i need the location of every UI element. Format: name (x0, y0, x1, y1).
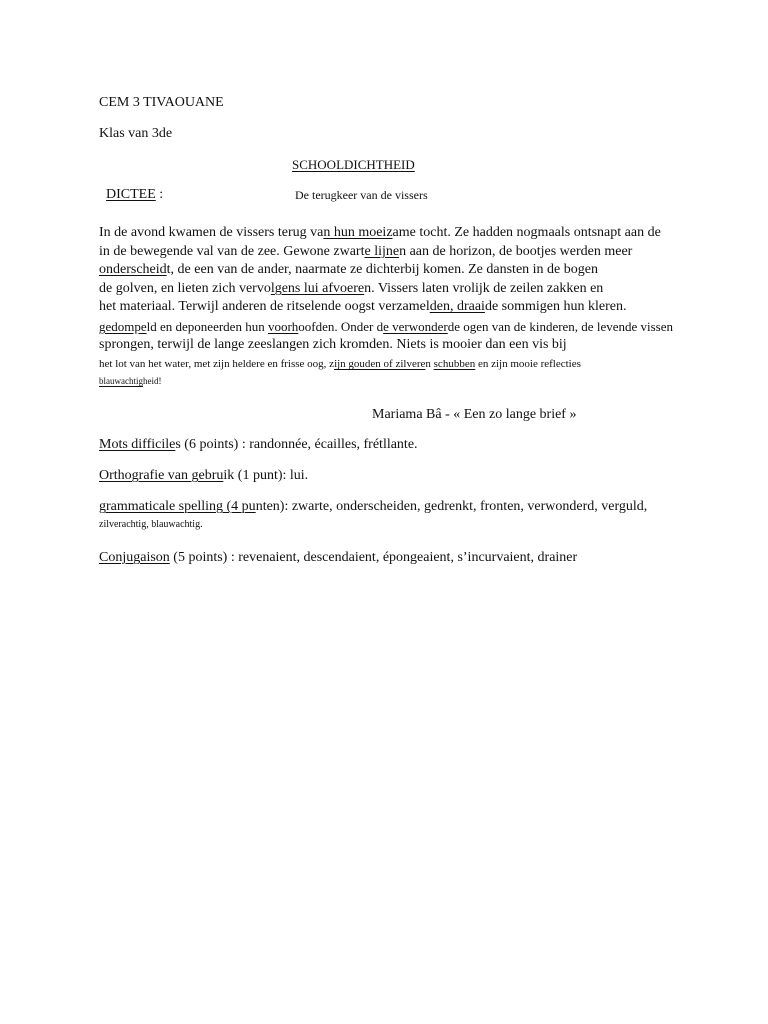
exercise-colon: : (155, 187, 164, 202)
question-orthografie: Orthografie van gebruik (1 punt): lui. (99, 468, 309, 483)
dictation-line-6: gedompeld en deponeerden hun voorhoofden. Onder de verwonderde ogen van de kinderen, de levende vissen (99, 319, 674, 334)
question-grammaticale-spelling-cont: zilverachtig, blauwachtig. (99, 519, 203, 530)
question-grammaticale-spelling: grammaticale spelling (4 punten): zwarte, onderscheiden, gedrenkt, fronten, verwonderd, verguld, (99, 499, 648, 514)
subject-title: SCHOOLDICHTHEID (292, 157, 415, 172)
dictation-line-1: In de avond kwamen de vissers terug van hun moeizame tocht. Ze hadden nogmaals ontsnapt aan de (99, 225, 661, 240)
dictation-line-4: de golven, en lieten zich vervolgens lui afvoeren. Vissers laten vrolijk de zeilen zakken en (99, 281, 604, 296)
dictation-line-7: sprongen, terwijl de lange zeeslangen zich kromden. Niets is mooier dan een vis bij (99, 337, 567, 352)
dictation-line-8: het lot van het water, met zijn heldere en frisse oog, zijn gouden of zilveren schubben en zijn mooie reflecties (99, 358, 581, 370)
exercise-label: DICTEE (106, 187, 156, 202)
dictation-title: De terugkeer van de vissers (295, 188, 428, 202)
school-name: CEM 3 TIVAOUANE (99, 95, 224, 110)
exercise-heading (106, 187, 163, 203)
dictation-line-5: het materiaal. Terwijl anderen de ritselende oogst verzamelden, draaide sommigen hun kleren. (99, 299, 627, 314)
dictation-line-9: blauwachtigheid! (99, 376, 162, 386)
question-mots-difficiles: Mots difficiles (6 points) : randonnée, écailles, frétllante. (99, 437, 418, 452)
class-level: Klas van 3de (99, 126, 173, 141)
question-conjugaison: Conjugaison (5 points) : revenaient, descendaient, épongeaient, s’incurvaient, drainer (99, 550, 578, 565)
attribution: Mariama Bâ - « Een zo lange brief » (372, 407, 577, 422)
dictation-line-2: in de bewegende val van de zee. Gewone zwarte lijnen aan de horizon, de bootjes werden meer (99, 244, 633, 259)
dictation-line-3: onderscheidt, de een van de ander, naarmate ze dichterbij komen. Ze dansten in de bogen (99, 262, 598, 277)
